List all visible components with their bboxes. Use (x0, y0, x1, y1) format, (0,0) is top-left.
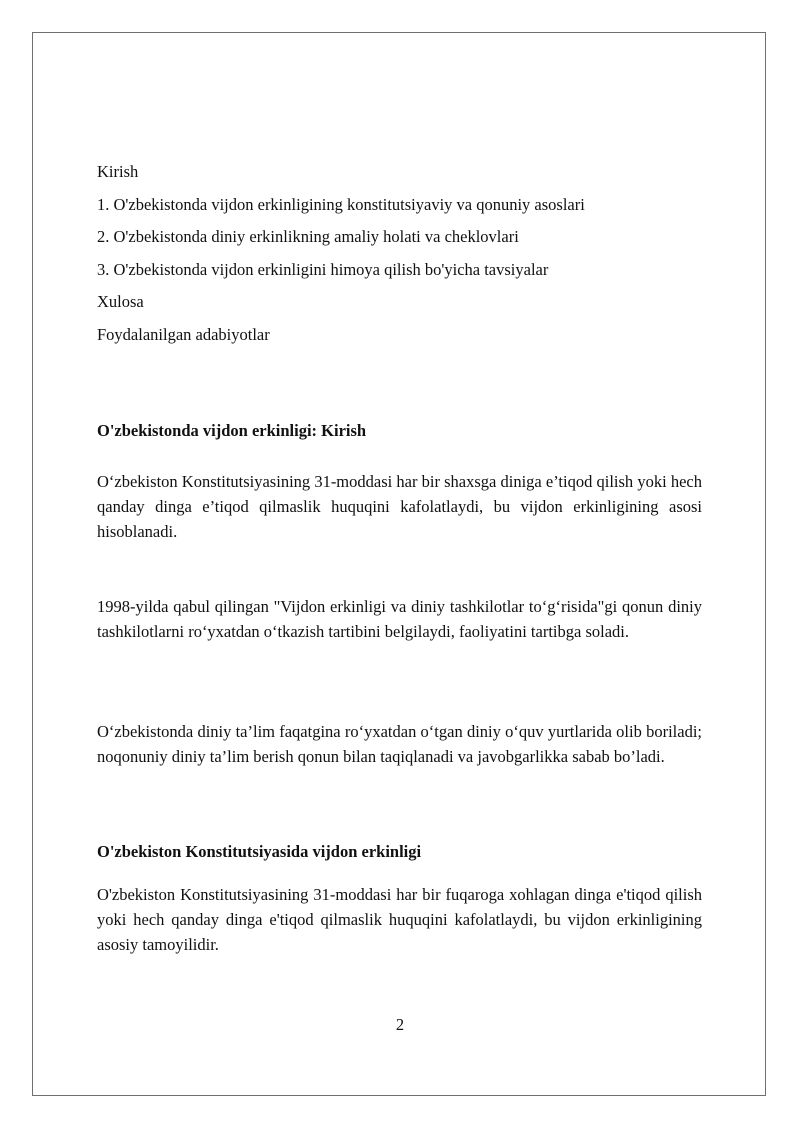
paragraph-constitution-article-31: O'zbekiston Konstitutsiyasining 31-moddasi har bir fuqaroga xohlagan dinga e'tiqod qilish yoki hech qanday dinga e'tiqod qilmaslik huquqini kafolatlaydi, bu vijdon erkinligining asosiy tamoyilidir. (97, 885, 702, 954)
paragraph-religious-education: O‘zbekistonda diniy ta’lim faqatgina ro‘yxatdan o‘tgan diniy o‘quv yurtlarida olib boriladi; noqonuniy diniy ta’lim berish qonun bilan taqiqlanadi va javobgarlikka sabab bo’ladi. (97, 722, 702, 766)
paragraph-article-31: O‘zbekiston Konstitutsiyasining 31-moddasi har bir shaxsga diniga e’tiqod qilish yoki hech qanday dinga e’tiqod qilmaslik huquqini kafolatlaydi, bu vijdon erkinligining asosi hisoblanadi. (97, 472, 702, 541)
toc-item-chapter-1: 1. O'zbekistonda vijdon erkinligining konstitutsiyaviy va qonuniy asoslari (97, 194, 585, 214)
paragraph-1998-law: 1998-yilda qabul qilingan "Vijdon erkinligi va diniy tashkilotlar to‘g‘risida"gi qonun diniy tashkilotlarni ro‘yxatdan o‘tkazish tartibini belgilaydi, faoliyatini tartibga soladi. (97, 597, 702, 641)
section-heading-intro: O'zbekistonda vijdon erkinligi: Kirish (97, 421, 367, 440)
toc-item-references: Foydalanilgan adabiyotlar (97, 324, 270, 344)
section-heading-constitution: O'zbekiston Konstitutsiyasida vijdon erkinligi (97, 842, 422, 861)
toc-item-intro: Kirish (97, 162, 139, 181)
table-of-contents (97, 160, 702, 355)
toc-item-conclusion: Xulosa (97, 292, 144, 311)
page-number: 2 (395, 1015, 405, 1034)
toc-item-chapter-3: 3. O'zbekistonda vijdon erkinligini himoya qilish bo'yicha tavsiyalar (97, 259, 549, 279)
toc-item-chapter-2: 2. O'zbekistonda diniy erkinlikning amaliy holati va cheklovlari (97, 227, 519, 246)
